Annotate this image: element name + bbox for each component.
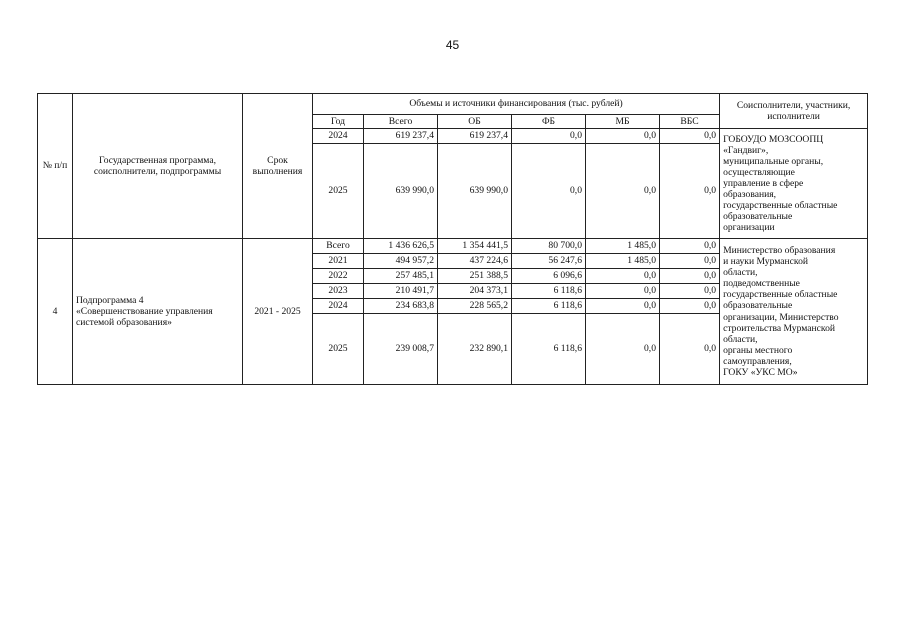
cell-year: 2025 — [313, 314, 364, 385]
cell-fb: 6 096,6 — [512, 269, 586, 284]
subheader-fb: ФБ — [512, 115, 586, 129]
cell-year: 2024 — [313, 299, 364, 314]
cell-total: 494 957,2 — [364, 254, 438, 269]
subheader-total: Всего — [364, 115, 438, 129]
cell-ob: 232 890,1 — [438, 314, 512, 385]
header-financing — [313, 94, 720, 115]
cell-ob: 251 388,5 — [438, 269, 512, 284]
cell-mb: 1 485,0 — [586, 239, 660, 254]
cell-total: 639 990,0 — [364, 144, 438, 239]
cell-mb: 0,0 — [586, 129, 660, 144]
header-executors-text: Соисполнители, участники, исполнители — [736, 99, 851, 122]
subheader-year: Год — [313, 115, 364, 129]
cell-fb: 56 247,6 — [512, 254, 586, 269]
cell-vbs: 0,0 — [660, 144, 720, 239]
cell-ob: 437 224,6 — [438, 254, 512, 269]
cell-total: 1 436 626,5 — [364, 239, 438, 254]
header-term-text: Срок выполнения — [252, 154, 303, 177]
subheader-mb: МБ — [586, 115, 660, 129]
cell-year: Всего — [313, 239, 364, 254]
cell-vbs: 0,0 — [660, 254, 720, 269]
cell-fb: 0,0 — [512, 129, 586, 144]
cell-mb: 0,0 — [586, 269, 660, 284]
header-executors — [720, 94, 868, 129]
header-num-text: № п/п — [42, 160, 68, 172]
block1-executors: ГОБОУДО МОЗСООПЦ «Гандвиг», муниципальные органы, осуществляющие управление в сфере образования, государственные областные образовательные организации — [720, 129, 868, 239]
subheader-vbs: ВБС — [660, 115, 720, 129]
cell-year: 2023 — [313, 284, 364, 299]
header-term — [243, 94, 313, 239]
subheader-ob: ОБ — [438, 115, 512, 129]
cell-fb: 6 118,6 — [512, 299, 586, 314]
cell-year: 2024 — [313, 129, 364, 144]
financing-table — [37, 93, 868, 385]
cell-ob: 619 237,4 — [438, 129, 512, 144]
cell-year: 2021 — [313, 254, 364, 269]
subprogram-term: 2021 - 2025 — [243, 239, 313, 385]
cell-fb: 0,0 — [512, 144, 586, 239]
table-row — [38, 239, 868, 254]
cell-fb: 6 118,6 — [512, 314, 586, 385]
cell-year: 2025 — [313, 144, 364, 239]
cell-mb: 0,0 — [586, 144, 660, 239]
cell-vbs: 0,0 — [660, 239, 720, 254]
cell-mb: 0,0 — [586, 284, 660, 299]
cell-ob: 639 990,0 — [438, 144, 512, 239]
header-program-text: Государственная программа, соисполнители, подпрограммы — [93, 154, 222, 177]
cell-mb: 1 485,0 — [586, 254, 660, 269]
cell-total: 234 683,8 — [364, 299, 438, 314]
table-header-row — [38, 94, 868, 115]
cell-vbs: 0,0 — [660, 284, 720, 299]
cell-total: 239 008,7 — [364, 314, 438, 385]
header-financing-text: Объемы и источники финансирования (тыс. рублей) — [409, 98, 623, 110]
header-num — [38, 94, 73, 239]
cell-ob: 204 373,1 — [438, 284, 512, 299]
subprogram-index: 4 — [38, 239, 73, 385]
cell-mb: 0,0 — [586, 299, 660, 314]
cell-vbs: 0,0 — [660, 299, 720, 314]
cell-total: 210 491,7 — [364, 284, 438, 299]
header-program — [73, 94, 243, 239]
cell-year: 2022 — [313, 269, 364, 284]
cell-total: 257 485,1 — [364, 269, 438, 284]
cell-vbs: 0,0 — [660, 314, 720, 385]
cell-ob: 1 354 441,5 — [438, 239, 512, 254]
cell-vbs: 0,0 — [660, 129, 720, 144]
cell-fb: 6 118,6 — [512, 284, 586, 299]
cell-ob: 228 565,2 — [438, 299, 512, 314]
cell-mb: 0,0 — [586, 314, 660, 385]
subprogram-title: Подпрограмма 4 «Совершенствование управления системой образования» — [73, 239, 243, 385]
block2-executors: Министерство образования и науки Мурманской области, подведомственные государственные областные образовательные организации, Министерство строительства Мурманской области, органы местного самоуправления, ГОКУ «УКС МО» — [720, 239, 868, 385]
cell-vbs: 0,0 — [660, 269, 720, 284]
cell-total: 619 237,4 — [364, 129, 438, 144]
page-number: 45 — [445, 38, 460, 52]
cell-fb: 80 700,0 — [512, 239, 586, 254]
